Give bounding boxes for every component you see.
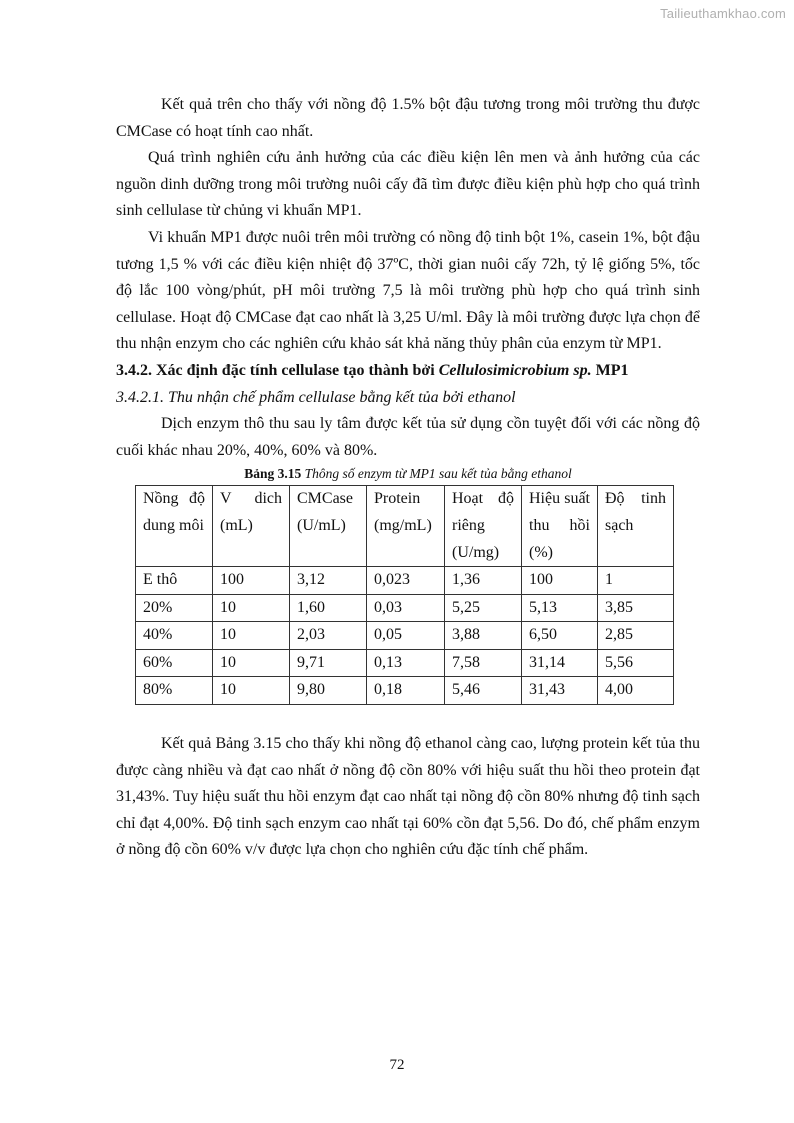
table-cell: 10	[213, 677, 290, 705]
table-caption-text: Thông số enzym từ MP1 sau kết tủa bằng ethanol	[301, 466, 572, 482]
table-row	[136, 622, 674, 650]
table-row	[136, 567, 674, 595]
paragraph-result-soybean: Kết quả trên cho thấy với nồng độ 1.5% bột đậu tương trong môi trường thu được CMCase có hoạt tính cao nhất.	[116, 96, 700, 140]
table-cell: 9,80	[290, 677, 367, 705]
table-caption	[116, 464, 700, 484]
table-header-row	[136, 486, 674, 567]
table-row	[136, 594, 674, 622]
table-cell: 3,85	[598, 594, 674, 622]
table-cell: 80%	[136, 677, 213, 705]
table-cell: 60%	[136, 649, 213, 677]
table-cell: 6,50	[522, 622, 598, 650]
enzyme-table-body	[136, 486, 674, 705]
table-cell: 3,12	[290, 567, 367, 595]
table-cell: 9,71	[290, 649, 367, 677]
paragraph-research-summary: Quá trình nghiên cứu ảnh hưởng của các điều kiện lên men và ảnh hưởng của các nguồn dinh dưỡng trong môi trường nuôi cấy đã tìm được điều kiện phù hợp cho quá trình sinh cellulase từ chủng vi khuẩn MP1.	[116, 149, 700, 220]
table-row	[136, 649, 674, 677]
table-cell: E thô	[136, 567, 213, 595]
table-row	[136, 677, 674, 705]
table-cell: 5,25	[445, 594, 522, 622]
table-cell: 0,05	[367, 622, 445, 650]
table-cell: 1	[598, 567, 674, 595]
table-caption-label: Bảng 3.15	[244, 466, 302, 482]
table-cell: 4,00	[598, 677, 674, 705]
table-cell: 0,13	[367, 649, 445, 677]
subsection-heading: 3.4.2.1. Thu nhận chế phẩm cellulase bằng kết tủa bởi ethanol	[116, 388, 516, 406]
section-heading-suffix: MP1	[591, 361, 629, 379]
table-cell: 5,46	[445, 677, 522, 705]
table-header-cell: Hiệu suất thu hồi (%)	[522, 486, 598, 567]
table-cell: 20%	[136, 594, 213, 622]
section-heading-prefix: 3.4.2. Xác định đặc tính cellulase tạo thành bởi	[116, 361, 439, 379]
enzyme-table	[135, 485, 674, 705]
section-heading	[116, 358, 700, 385]
paragraph-conclusion: Kết quả Bảng 3.15 cho thấy khi nồng độ ethanol càng cao, lượng protein kết tủa thu được càng nhiều và đạt cao nhất ở nồng độ cồn 80% với hiệu suất thu hồi theo protein đạt 31,43%. Tuy hiệu suất thu hồi enzym đạt cao nhất tại nồng độ cồn 80% nhưng độ tinh sạch chỉ đạt 4,00%. Độ tinh sạch enzym cao nhất tại 60% cồn đạt 5,56. Do đó, chế phẩm enzym ở nồng độ cồn 60% v/v được lựa chọn cho nghiên cứu đặc tính chế phẩm.	[116, 735, 700, 859]
section-heading-organism: Cellulosimicrobium sp.	[438, 361, 592, 379]
table-header-cell: Độ tinh sạch	[598, 486, 674, 567]
table-cell: 0,03	[367, 594, 445, 622]
table-cell: 5,56	[598, 649, 674, 677]
table-cell: 10	[213, 649, 290, 677]
table-cell: 0,18	[367, 677, 445, 705]
table-header-cell: V dich (mL)	[213, 486, 290, 567]
watermark-text: Tailieuthamkhao.com	[660, 6, 786, 21]
page-content	[116, 92, 700, 864]
table-header-cell: Hoạt độ riêng (U/mg)	[445, 486, 522, 567]
table-header-cell: Protein (mg/mL)	[367, 486, 445, 567]
table-cell: 7,58	[445, 649, 522, 677]
table-header-cell: CMCase (U/mL)	[290, 486, 367, 567]
table-cell: 100	[522, 567, 598, 595]
table-cell: 2,03	[290, 622, 367, 650]
table-cell: 31,14	[522, 649, 598, 677]
table-cell: 2,85	[598, 622, 674, 650]
table-cell: 0,023	[367, 567, 445, 595]
table-header-cell: Nồng độ dung môi	[136, 486, 213, 567]
table-cell: 100	[213, 567, 290, 595]
table-cell: 31,43	[522, 677, 598, 705]
paragraph-precipitation: Dịch enzym thô thu sau ly tâm được kết tủa sử dụng cồn tuyệt đối với các nồng độ cuối khác nhau 20%, 40%, 60% và 80%.	[116, 415, 700, 459]
paragraph-culture-conditions: Vi khuẩn MP1 được nuôi trên môi trường có nồng độ tinh bột 1%, casein 1%, bột đậu tương 1,5 % với các điều kiện nhiệt độ 37ºC, thời gian nuôi cấy 72h, tỷ lệ giống 5%, tốc độ lắc 100 vòng/phút, pH môi trường 7,5 là môi trường phù hợp cho quá trình sinh cellulase. Hoạt độ CMCase đạt cao nhất là 3,25 U/ml. Đây là môi trường được lựa chọn để thu nhận enzym cho các nghiên cứu khảo sát khả năng thủy phân của enzym từ MP1.	[116, 228, 700, 353]
table-cell: 10	[213, 622, 290, 650]
page-number: 72	[389, 1057, 405, 1073]
table-cell: 10	[213, 594, 290, 622]
table-cell: 3,88	[445, 622, 522, 650]
table-cell: 1,60	[290, 594, 367, 622]
table-cell: 40%	[136, 622, 213, 650]
table-cell: 5,13	[522, 594, 598, 622]
table-cell: 1,36	[445, 567, 522, 595]
